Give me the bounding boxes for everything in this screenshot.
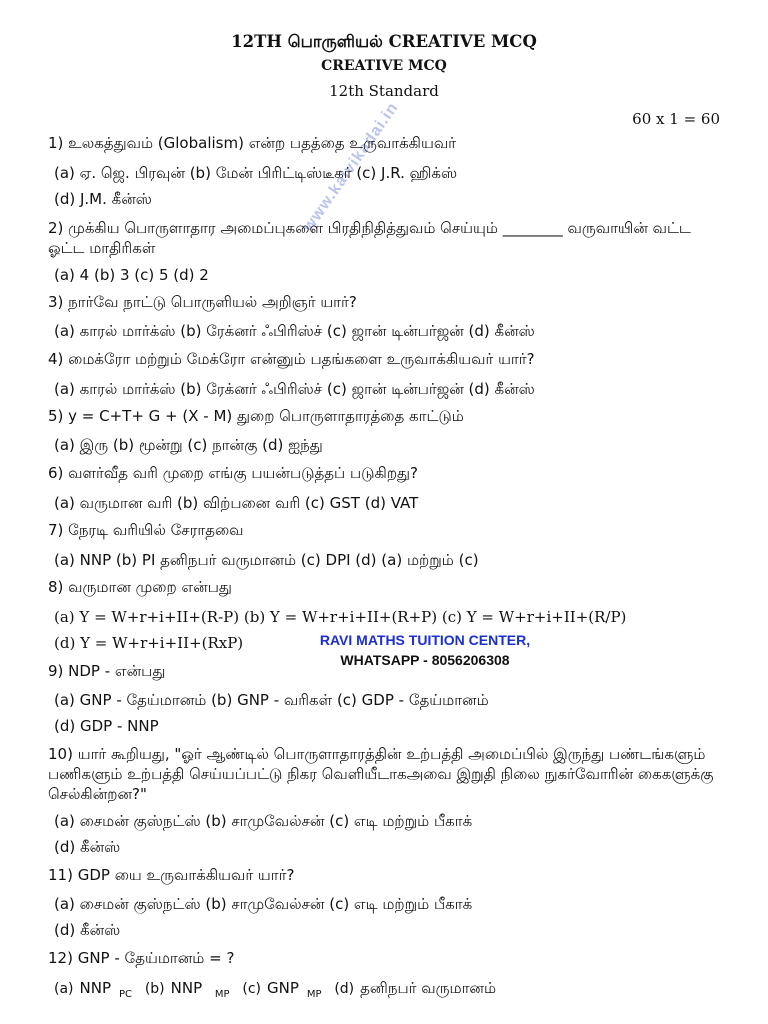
question-3: 3) நார்வே நாட்டு பொருளியல் அறிஞர் யார்? (48, 293, 357, 311)
option-b-label: (b) (144, 981, 165, 997)
question-10-options-2: (d) கீன்ஸ் (54, 838, 121, 856)
question-9-options-2: (d) GDP - NNP (54, 717, 159, 735)
question-11-options-2: (d) கீன்ஸ் (54, 921, 121, 939)
page-title: 12TH பொருளியல் CREATIVE MCQ (231, 32, 537, 51)
question-6-options: (a) வருமான வரி (b) விற்பனை வரி (c) GST (d) VAT (54, 494, 419, 512)
option-b-value: NNP $_{MP}$ (170, 979, 230, 1000)
question-2: 2) முக்கிய பொருளாதார அமைப்புகளை பிரதிநிதித்துவம் செய்யும் ________ வருவாயின் வட்ட ஓட்ட மாதிரிகள் (48, 219, 691, 257)
promo-name: RAVI MATHS TUITION CENTER, (319, 632, 531, 648)
question-8-options: (a) Y = W+r+i+II+(R-P) (b) Y = W+r+i+II+(R+P) (c) Y = W+r+i+II+(R/P) (54, 608, 627, 626)
question-9-options: (a) GNP - தேய்மானம் (b) GNP - வரிகள் (c) GDP - தேய்மானம் (54, 691, 489, 709)
question-1: 1) உலகத்துவம் (Globalism) என்ற பதத்தை உருவாக்கியவர் (48, 134, 457, 152)
question-7-options: (a) NNP (b) PI தனிநபர் வருமானம் (c) DPI (d) (a) மற்றும் (c) (54, 551, 479, 569)
question-12: 12) GNP - தேய்மானம் = ? (48, 949, 235, 967)
question-8: 8) வருமான முறை என்பது (48, 578, 232, 596)
option-d-label: (d) (334, 981, 355, 997)
question-11-options: (a) சைமன் குஸ்நட்ஸ் (b) சாமுவேல்சன் (c) எடி மற்றும் பீகாக் (54, 895, 473, 913)
question-1-options: (a) ஏ. ஜெ. பிரவுன் (b) மேன் பிரிட்டிஸ்டீகர் (c) J.R. ஹிக்ஸ் (54, 164, 458, 182)
question-8-options-2: (d) Y = W+r+i+II+(RxP) (54, 634, 244, 652)
standard-label: 12th Standard (329, 82, 439, 100)
promo-box (290, 630, 560, 670)
question-9: 9) NDP - என்பது (48, 662, 166, 680)
question-10-options: (a) சைமன் குஸ்நட்ஸ் (b) சாமுவேல்சன் (c) எடி மற்றும் பீகாக் (54, 812, 473, 830)
promo-contact (290, 650, 560, 670)
question-4: 4) மைக்ரோ மற்றும் மேக்ரோ என்னும் பதங்களை உருவாக்கியவர் யார்? (48, 350, 535, 368)
question-4-options: (a) காரல் மார்க்ஸ் (b) ரேக்னர் ஃபிரிஸ்ச் (c) ஜான் டின்பர்ஜன் (d) கீன்ஸ் (54, 380, 535, 398)
question-7: 7) நேரடி வரியில் சேராதவை (48, 521, 244, 539)
promo-contact-label: WHATSAPP - (340, 652, 428, 668)
question-10: 10) யார் கூறியது, "ஓர் ஆண்டில் பொருளாதாரத்தின் உற்பத்தி அமைப்பில் இருந்து பண்டங்களும் பணிகளும் உற்பத்தி செய்யப்பட்டு நிகர வெளியீடாகஅவை இறுதி நிலை நுகர்வோரின் கைகளுக்கு செல்கின்றன?" (48, 745, 714, 803)
marks-label: 60 x 1 = 60 (632, 110, 720, 128)
page-subtitle: CREATIVE MCQ (321, 58, 447, 74)
option-c-value: GNP $_{MP}$ (266, 979, 322, 1000)
question-1-options-2: (d) J.M. கீன்ஸ் (54, 190, 152, 208)
promo-phone: 8056206308 (431, 652, 510, 668)
question-5-options: (a) இரு (b) மூன்று (c) நான்கு (d) ஐந்து (54, 436, 323, 454)
question-6: 6) வளர்வீத வரி முறை எங்கு பயன்படுத்தப் படுகிறது? (48, 464, 418, 482)
question-11: 11) GDP யை உருவாக்கியவர் யார்? (48, 866, 295, 884)
option-d-value: தனிநபர் வருமானம் (360, 979, 497, 997)
option-c-label: (c) (242, 981, 261, 997)
question-12-options (54, 979, 504, 1000)
option-a-value: NNP $_{PC}$ (79, 979, 133, 1000)
question-3-options: (a) காரல் மார்க்ஸ் (b) ரேக்னர் ஃபிரிஸ்ச் (c) ஜான் டின்பர்ஜன் (d) கீன்ஸ் (54, 322, 535, 340)
question-2-options: (a) 4 (b) 3 (c) 5 (d) 2 (54, 266, 209, 284)
watermark: www.kalvikadai.in (300, 99, 402, 235)
option-a-label: (a) (54, 981, 74, 997)
question-5: 5) y = C+T+ G + (X - M) துறை பொருளாதாரத்தை காட்டும் (48, 407, 464, 425)
